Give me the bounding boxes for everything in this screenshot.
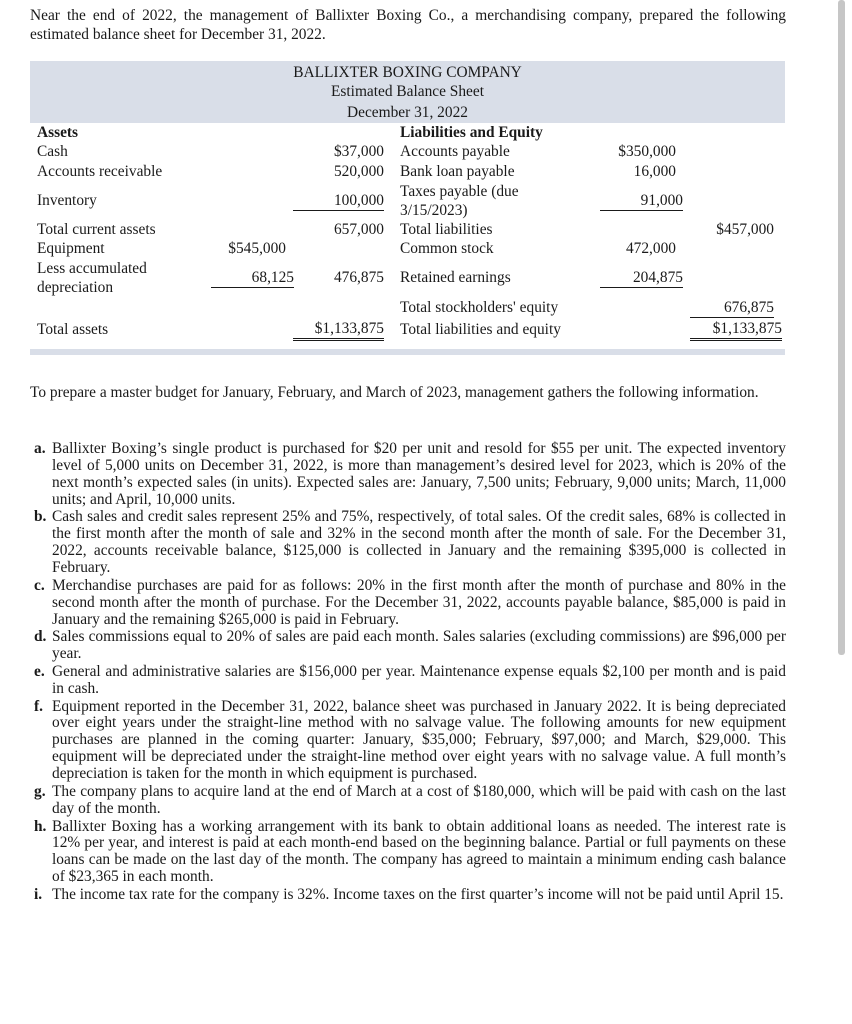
item-letter: b.	[34, 508, 47, 526]
item-letter: h.	[34, 817, 47, 835]
liabilities-header: Liabilities and Equity	[400, 124, 543, 141]
taxes-label-2: 3/15/2023)	[400, 202, 468, 219]
list-item	[30, 664, 786, 698]
list-item	[30, 509, 786, 577]
cash-label: Cash	[37, 143, 68, 160]
list-item	[30, 887, 786, 904]
item-letter: d.	[34, 628, 47, 646]
item-text: The company plans to acquire land at the end of March at a cost of $180,000, which will be paid with cash on the last day of the month.	[52, 782, 786, 817]
accum-dep-label-2: depreciation	[37, 279, 114, 296]
accum-dep-value: 68,125	[211, 269, 294, 288]
inventory-value: 100,000	[293, 192, 384, 211]
total-le-value: $1,133,875	[690, 320, 782, 341]
assets-header: Assets	[37, 124, 79, 141]
item-text: Sales commissions equal to 20% of sales are paid each month. Sales salaries (excluding commissions) are $96,000 per year.	[52, 628, 786, 663]
list-item	[30, 819, 786, 887]
ap-value: $350,000	[618, 143, 676, 160]
intro-paragraph: Near the end of 2022, the management of Ballixter Boxing Co., a merchandising company, prepared the following estimated balance sheet for December 31, 2022.	[30, 7, 786, 43]
item-letter: g.	[34, 782, 46, 800]
item-letter: f.	[34, 697, 43, 715]
equipment-value: $545,000	[228, 240, 286, 257]
ar-value: 520,000	[333, 163, 384, 180]
company-name: BALLIXTER BOXING COMPANY	[293, 64, 522, 81]
statement-date: December 31, 2022	[347, 104, 468, 121]
total-le-label: Total liabilities and equity	[400, 321, 561, 338]
ap-label: Accounts payable	[400, 143, 510, 160]
cash-value: $37,000	[333, 143, 384, 160]
balance-sheet-footer-bar	[30, 349, 785, 355]
balance-sheet	[30, 61, 785, 354]
retained-earnings-label: Retained earnings	[400, 269, 511, 286]
total-assets-label: Total assets	[37, 321, 109, 338]
statement-title: Estimated Balance Sheet	[331, 83, 484, 100]
tca-value: 657,000	[333, 221, 384, 238]
total-liabilities-value: $457,000	[716, 221, 774, 238]
tca-label: Total current assets	[37, 221, 156, 238]
retained-earnings-value: 204,875	[600, 269, 683, 288]
equipment-label: Equipment	[37, 240, 105, 257]
ar-label: Accounts receivable	[37, 163, 163, 180]
bank-loan-label: Bank loan payable	[400, 163, 515, 180]
item-letter: e.	[34, 662, 45, 680]
list-item	[30, 578, 786, 629]
item-text: Cash sales and credit sales represent 25% and 75%, respectively, of total sales. Of the credit sales, 68% is collected in the first month after the month of sale and 32% in the second month after the month of sale. For the December 31, 2022, accounts receivable balance, $125,000 is collected in January and the remaining $395,000 is collected in February.	[52, 508, 786, 577]
list-item	[30, 629, 786, 663]
item-letter: i.	[34, 885, 43, 903]
item-text: Ballixter Boxing’s single product is purchased for $20 per unit and resold for $55 per unit. The expected inventory level of 5,000 units on December 31, 2022, is more than management’s desired level for 2023, which is 20% of the next month’s expected sales (in units). Expected sales are: January, 7,500 units; February, 9,000 units; March, 11,000 units; and April, 10,000 units.	[52, 440, 786, 508]
net-equipment-value: 476,875	[333, 269, 384, 286]
taxes-value: 91,000	[600, 192, 683, 211]
total-liabilities-label: Total liabilities	[400, 221, 493, 238]
item-text: The income tax rate for the company is 32%. Income taxes on the first quarter’s income will not be paid until April 15.	[52, 885, 784, 903]
common-stock-value: 472,000	[625, 240, 676, 257]
list-item	[30, 784, 786, 818]
item-text: Ballixter Boxing has a working arrangement with its bank to obtain additional loans as needed. The interest rate is 12% per year, and interest is paid at each month-end based on the beginning balance. Partial or full payments on these loans can be made on the last day of the month. The company has agreed to maintain a minimum ending cash balance of $23,365 in each month.	[52, 817, 786, 886]
master-budget-paragraph: To prepare a master budget for January, February, and March of 2023, management gathers the following information.	[30, 384, 759, 401]
item-text: General and administrative salaries are $156,000 per year. Maintenance expense equals $2,100 per month and is paid in cash.	[52, 662, 786, 697]
total-assets-value: $1,133,875	[293, 320, 384, 341]
item-letter: c.	[34, 576, 45, 594]
list-item	[30, 441, 786, 509]
item-text: Equipment reported in the December 31, 2022, balance sheet was purchased in January 2022. It is being depreciated over eight years under the straight-line method with no salvage value. The following amounts for new equipment purchases are planned in the coming quarter: January, $35,000; February, $97,000; and March, $29,000. This equipment will be depreciated under the straight-line method over eight years with no salvage value. A full month’s depreciation is taken for the month in which equipment is purchased.	[52, 697, 786, 783]
balance-sheet-header	[30, 61, 785, 123]
item-text: Merchandise purchases are paid for as follows: 20% in the first month after the month of purchase and 80% in the second month after the month of purchase. For the December 31, 2022, accounts payable balance, $85,000 is paid in January and the remaining $265,000 is paid in February.	[52, 576, 786, 628]
common-stock-label: Common stock	[400, 240, 494, 257]
total-se-value: 676,875	[690, 299, 774, 318]
bank-loan-value: 16,000	[633, 163, 676, 180]
vertical-scrollbar[interactable]	[838, 0, 845, 655]
taxes-label-1: Taxes payable (due	[400, 183, 519, 200]
total-se-label: Total stockholders' equity	[400, 299, 559, 316]
item-letter: a.	[34, 440, 46, 457]
inventory-label: Inventory	[37, 192, 97, 209]
info-list	[30, 441, 786, 905]
accum-dep-label-1: Less accumulated	[37, 260, 147, 277]
list-item	[30, 699, 786, 784]
